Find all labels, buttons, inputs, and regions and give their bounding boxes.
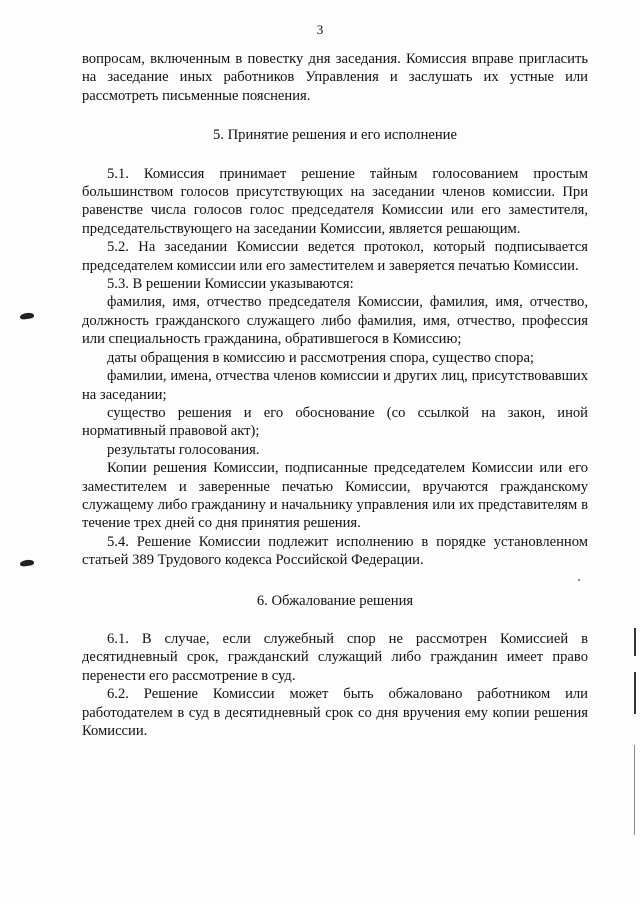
punch-hole-mark: [20, 559, 35, 567]
punch-hole-mark: [20, 312, 35, 320]
paragraph-5-3-item-1: фамилия, имя, отчество председателя Комиссии, фамилия, имя, отчество, должность гражданского служащего либо фамилия, имя, отчество, профессия или специальность гражданина, обратившегося в Комиссию;: [82, 294, 588, 348]
paragraph-5-3-item-2: даты обращения в комиссию и рассмотрения спора, существо спора;: [107, 349, 534, 366]
page-number: 3: [316, 22, 324, 37]
intro-paragraph: вопросам, включенным в повестку дня заседания. Комиссия вправе пригласить на заседание иных работников Управления и заслушать их устные или рассмотреть письменные пояснения.: [82, 51, 588, 104]
paragraph-5-2: 5.2. На заседании Комиссии ведется протокол, который подписывается председателем комиссии или его заместителем и заверяется печатью Комиссии.: [82, 239, 588, 274]
paragraph-6-2: 6.2. Решение Комиссии может быть обжаловано работником или работодателем в суд в десятидневный срок со дня вручения ему копии решения Комиссии.: [82, 686, 588, 739]
document-body: [82, 50, 588, 740]
paragraph-5-4: 5.4. Решение Комиссии подлежит исполнению в порядке установленном статьей 389 Трудового кодекса Российской Федерации.: [82, 533, 588, 569]
paragraph-5-3-item-3: фамилии, имена, отчества членов комиссии и других лиц, присутствовавших на заседании;: [82, 368, 588, 403]
scan-speck: [578, 579, 580, 581]
paragraph-5-3-item-4: существо решения и его обоснование (со ссылкой на закон, иной нормативный правовой акт);: [82, 404, 588, 440]
paragraph-6-1: 6.1. В случае, если служебный спор не рассмотрен Комиссией в десятидневный срок, гражданский служащий либо гражданин имеет право перенести его рассмотрение в суд.: [82, 630, 588, 684]
scan-edge-mark: [634, 628, 636, 656]
scan-edge-mark: [634, 745, 635, 835]
paragraph-5-3-item-5: результаты голосования.: [107, 441, 260, 458]
section-6-title: 6. Обжалование решения: [256, 592, 414, 609]
section-5-title: 5. Принятие решения и его исполнение: [213, 127, 457, 144]
paragraph-5-1: 5.1. Комиссия принимает решение тайным голосованием простым большинством голосов присутствующих на заседании членов комиссии. При равенстве числа голосов голос председателя Комиссии или его заместителя, председательствующего на заседании Комиссии, является решающим.: [82, 165, 588, 237]
paragraph-5-3-intro: 5.3. В решении Комиссии указываются:: [107, 276, 354, 293]
paragraph-5-3-copies: Копии решения Комиссии, подписанные председателем Комиссии или его заместителем и заверенные печатью Комиссии, вручаются гражданскому служащему либо гражданину и начальнику управления или их представителям в течение трех дней со дня принятия решения.: [82, 460, 588, 532]
scan-edge-mark: [634, 672, 636, 714]
